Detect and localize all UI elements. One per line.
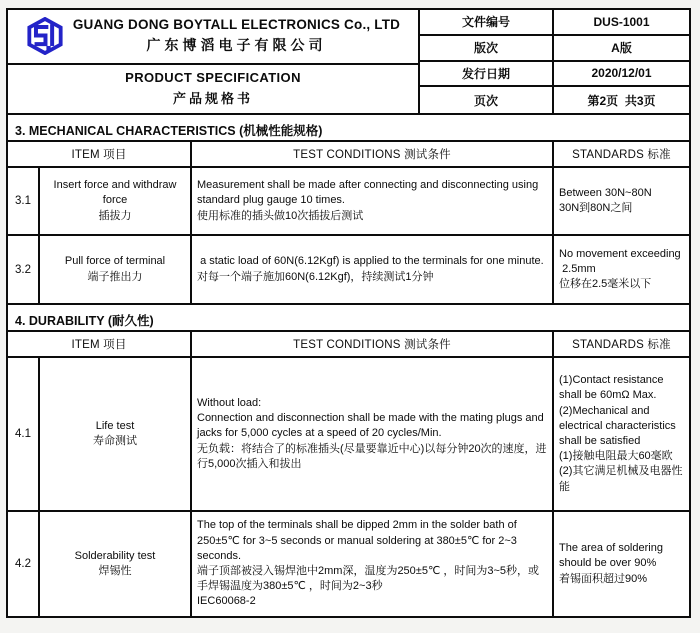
test-conditions-cell bbox=[192, 236, 554, 303]
standards-cell bbox=[554, 358, 689, 512]
standard-text-zh: 位移在2.5毫米以下 bbox=[559, 278, 652, 291]
item-name-zh: 端子推出力 bbox=[87, 270, 143, 283]
standard-text-zh: (2)其它满足机械及电器性能 bbox=[559, 465, 683, 493]
item-name-en: Insert force and withdraw force bbox=[53, 178, 180, 207]
meta-label-document-number: 文件编号 bbox=[420, 10, 554, 36]
test-text-en: Connection and disconnection shall be made with the mating plugs and jacks for 5,000 cycles at a speed of 20 cycles/Min. bbox=[197, 412, 547, 440]
standard-text-en: Between 30N~80N bbox=[559, 186, 652, 199]
company-name-block bbox=[73, 17, 400, 55]
section-4-title: 4. DURABILITY (耐久性) bbox=[8, 305, 689, 332]
test-text-zh: 使用标准的插头做10次插拔后测试 bbox=[197, 209, 364, 222]
item-name-zh: 插拔力 bbox=[98, 209, 132, 222]
section-3-table bbox=[8, 142, 689, 305]
company-banner bbox=[8, 10, 418, 65]
standard-text-zh: (1)接触电阻最大60毫欧 bbox=[559, 450, 673, 463]
meta-label-issue-date: 发行日期 bbox=[420, 62, 554, 88]
section-3-title: 3. MECHANICAL CHARACTERISTICS (机械性能规格) bbox=[8, 115, 689, 142]
item-name-zh: 寿命测试 bbox=[93, 435, 137, 447]
item-cell bbox=[40, 512, 192, 616]
test-standard-reference: IEC60068-2 bbox=[197, 595, 256, 608]
row-number: 3.1 bbox=[8, 168, 40, 236]
item-cell bbox=[40, 168, 192, 236]
header-left-block bbox=[8, 10, 420, 113]
test-text-zh: 无负载：将结合了的标准插头(尽量要靠近中心)以每分钟20次的速度，进行5,000次插入和拔出 bbox=[197, 442, 547, 470]
test-conditions-cell bbox=[192, 358, 554, 512]
document-header bbox=[8, 10, 689, 115]
row-number: 3.2 bbox=[8, 236, 40, 303]
item-name-zh: 焊锡性 bbox=[98, 565, 132, 577]
test-conditions-cell bbox=[192, 168, 554, 236]
document-title-zh: 产品规格书 bbox=[172, 91, 253, 107]
company-name-en: GUANG DONG BOYTALL ELECTRONICS Co., LTD bbox=[72, 17, 401, 33]
document-meta-table bbox=[420, 10, 689, 113]
standards-cell bbox=[554, 236, 689, 303]
standard-text-en: 2.5mm bbox=[559, 262, 596, 275]
standard-text-en: The area of soldering should be over 90% bbox=[559, 542, 667, 570]
item-cell bbox=[40, 236, 192, 303]
column-header-standards: STANDARDS 标准 bbox=[554, 142, 689, 168]
meta-value-revision: A版 bbox=[554, 36, 689, 62]
row-number: 4.2 bbox=[8, 512, 40, 616]
item-cell bbox=[40, 358, 192, 512]
section-4-table bbox=[8, 332, 689, 616]
document-title-en: PRODUCT SPECIFICATION bbox=[125, 70, 301, 86]
test-text-en: a static load of 60N(6.12Kgf) is applied to the terminals for one minute. bbox=[197, 255, 544, 268]
meta-value-page-number: 第2页 共3页 bbox=[587, 93, 656, 108]
standard-text-en: (1)Contact resistance shall be 60mΩ Max. bbox=[559, 374, 667, 402]
test-text-zh: 端子顶部被浸入锡焊池中2mm深，温度为250±5℃ ，时间为3~5秒，或手焊锡温度为380±5℃ ，时间为2~3秒 bbox=[197, 565, 540, 593]
row-number: 4.1 bbox=[8, 358, 40, 512]
meta-label-page-number: 页次 bbox=[420, 87, 554, 113]
item-name-en: Solderability test bbox=[74, 549, 156, 562]
standards-cell bbox=[554, 512, 689, 616]
test-text-zh: 对每一个端子施加60N(6.12Kgf)，持续测试1分钟 bbox=[197, 270, 434, 283]
meta-value-document-number: DUS-1001 bbox=[554, 10, 689, 36]
standard-text-en: No movement exceeding bbox=[559, 247, 681, 260]
test-conditions-cell bbox=[192, 512, 554, 616]
standard-text-zh: 30N到80N之间 bbox=[559, 202, 633, 214]
company-cube-logo-icon bbox=[26, 17, 64, 55]
standard-text-en: (2)Mechanical and electrical characteristics shall be satisfied bbox=[559, 404, 679, 447]
company-name-zh: 广东博滔电子有限公司 bbox=[146, 37, 327, 54]
document-title-block bbox=[8, 65, 418, 113]
column-header-item: ITEM 项目 bbox=[8, 332, 192, 358]
column-header-test-conditions: TEST CONDITIONS 测试条件 bbox=[192, 142, 554, 168]
column-header-standards: STANDARDS 标准 bbox=[554, 332, 689, 358]
spec-sheet bbox=[6, 8, 691, 618]
standard-text-zh: 着锡面积超过90% bbox=[559, 572, 648, 585]
meta-value-issue-date: 2020/12/01 bbox=[554, 62, 689, 88]
standards-cell bbox=[554, 168, 689, 236]
test-text-en: The top of the terminals shall be dipped 2mm in the solder bath of 250±5℃ for 3~5 seconds or manual soldering at 380±5℃ for 2~3 seconds. bbox=[197, 519, 520, 562]
column-header-item: ITEM 项目 bbox=[8, 142, 192, 168]
item-name-en: Pull force of terminal bbox=[64, 255, 166, 268]
item-name-en: Life test bbox=[95, 419, 135, 432]
column-header-test-conditions: TEST CONDITIONS 测试条件 bbox=[192, 332, 554, 358]
test-text-en: Without load: bbox=[197, 397, 262, 410]
test-text-en: Measurement shall be made after connecting and disconnecting using standard plug gauge 10 times. bbox=[197, 179, 542, 207]
meta-label-revision: 版次 bbox=[420, 36, 554, 62]
